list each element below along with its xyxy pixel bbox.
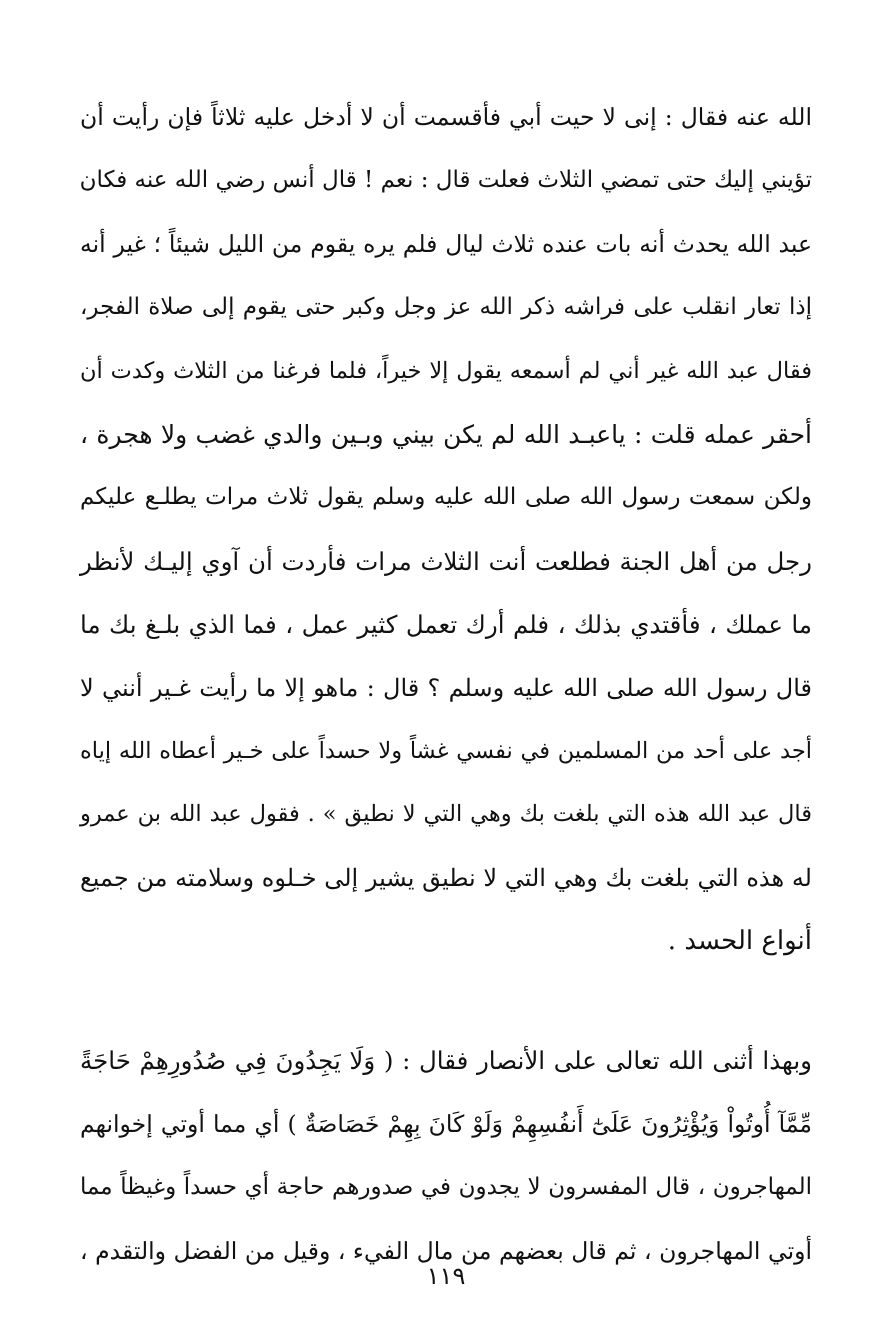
text-line: إذا تعار انقلب على فراشه ذكر الله عز وجل وكبر حتى يقوم إلى صلاة الفجر، [80,294,812,321]
page-number: ١١٩ [426,1262,466,1290]
text-line: عبد الله يحدث أنه بات عنده ثلاث ليال فلم يره يقوم من الليل شيئاً ؛ غير أنه [80,229,812,258]
text-line: المهاجرون ، قال المفسرون لا يجدون في صدورهم حاجة أي حسداً وغيظاً مما [80,1174,812,1201]
text-line: الله عنه فقال : إنى لا حيت أبي فأقسمت أن لا أدخل عليه ثلاثاً فإن رأيت أن [80,103,812,131]
paragraph-gap [80,973,812,1029]
paragraph-2 [80,1029,812,1283]
text-line: قال رسول الله صلى الله عليه وسلم ؟ قال : ماهو إلا ما رأيت غـير أنني لا [80,673,812,702]
text-line: أجد على أحد من المسلمين في نفسي غشاً ولا حسداً على خـير أعطاه الله إياه [80,737,812,764]
text-line: ولكن سمعت رسول الله صلى الله عليه وسلم يقول ثلاث مرات يطلـع عليكم [80,484,812,511]
text-line: ما عملك ، فأقتدي بذلك ، فلم أرك تعمل كثير عمل ، فما الذي بلـغ بك ما [80,610,812,640]
text-line: تؤيني إليك حتى تمضي الثلاث فعلت قال : نعم ! قال أنس رضي الله عنه فكان [79,167,812,194]
text-line: رجل من أهل الجنة فطلعت أنت الثلاث مرات فأردت أن آوي إليـك لأنظر [80,546,812,576]
text-line: وبهذا أثنى الله تعالى على الأنصار فقال : ( وَلَا يَجِدُونَ فِي صُدُورِهِمْ حَاجَةً [80,1046,812,1076]
text-line: أنواع الحسد . [667,926,812,957]
text-line: أوتي المهاجرون ، ثم قال بعضهم من مال الفيء ، وقيل من الفضل والتقدم ، [80,1236,812,1265]
text-line: فقال عبد الله غير أني لم أسمعه يقول إلا خيراً، فلما فرغنا من الثلاث وكدت أن [80,357,812,384]
paragraph-1 [80,86,812,973]
text-line: أحقر عمله قلت : ياعبـد الله لم يكن بيني وبـين والدي غضب ولا هجرة ، [80,419,812,449]
text-line: له هذه التي بلغت بك وهي التي لا نطيق يشير إلى خـلوه وسلامته من جميع [80,863,812,892]
text-line: قال عبد الله هذه التي بلغت بك وهي التي لا نطيق » . فقول عبد الله بن عمرو [80,801,812,828]
quran-verse-line: مِّمَّآ أُوتُواْ وَيُؤْثِرُونَ عَلَىٰٓ أَنفُسِهِمْ وَلَوْ كَانَ بِهِمْ خَصَاصَةٌ ) أي مما أوتي إخوانهم [80,1109,812,1138]
